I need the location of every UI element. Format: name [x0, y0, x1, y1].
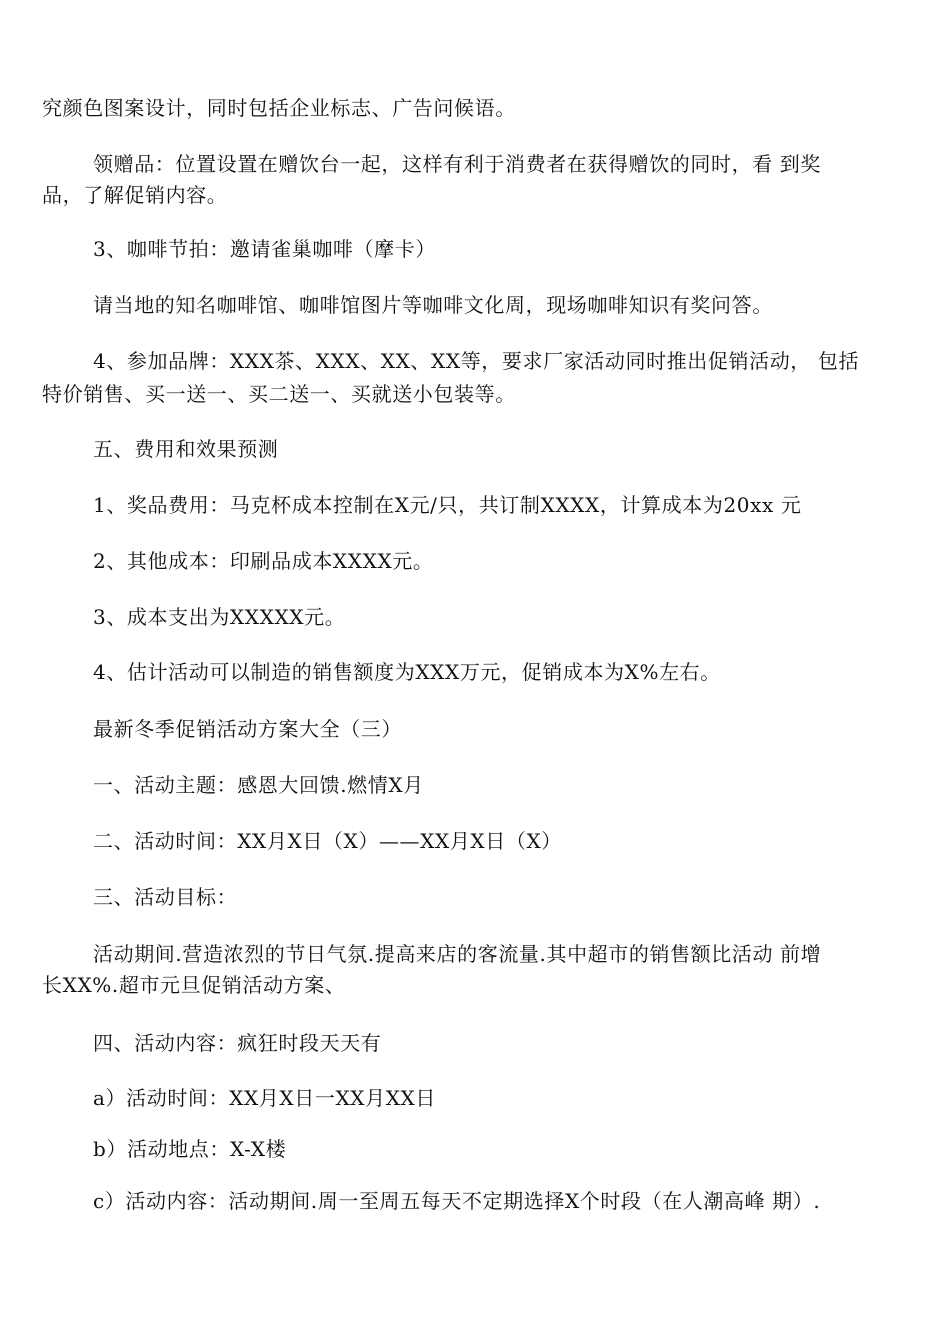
- section-title: 最新冬季促销活动方案大全（三）: [93, 717, 402, 741]
- text-line-item-c: c）活动内容：活动期间.周一至周五每天不定期选择X个时段（在人潮高峰 期）.: [93, 1189, 821, 1213]
- text-line: 品，了解促销内容。: [42, 183, 228, 207]
- text-line-item-a: a）活动时间：XX月X日一XX月XX日: [93, 1086, 436, 1110]
- text-line: 请当地的知名咖啡馆、咖啡馆图片等咖啡文化周，现场咖啡知识有奖问答。: [93, 293, 773, 317]
- text-line-other-cost: 2、其他成本：印刷品成本XXXX元。: [93, 549, 434, 573]
- text-line-gift-pickup: 领赠品：位置设置在赠饮台一起，这样有利于消费者在获得赠饮的同时，看 到奖: [93, 152, 821, 176]
- text-line-goal-heading: 三、活动目标：: [93, 885, 238, 909]
- text-line-total-cost: 3、成本支出为XXXXX元。: [93, 605, 346, 629]
- text-line: 长XX%.超市元旦促销活动方案、: [42, 973, 346, 997]
- text-line-prize-cost: 1、奖品费用：马克杯成本控制在X元/只，共订制XXXX，计算成本为20xx 元: [93, 493, 802, 517]
- text-line-goal: 活动期间.营造浓烈的节日气氛.提高来店的客流量.其中超市的销售额比活动 前增: [93, 942, 822, 966]
- text-line-time: 二、活动时间：XX月X日（X）——XX月X日（X）: [93, 829, 562, 853]
- text-line-content-heading: 四、活动内容：疯狂时段天天有: [93, 1031, 382, 1055]
- text-line-coffee: 3、咖啡节拍：邀请雀巢咖啡（摩卡）: [93, 237, 436, 261]
- text-line-item-b: b）活动地点：X-X楼: [93, 1137, 287, 1161]
- text-line-theme: 一、活动主题：感恩大回馈.燃情X月: [93, 773, 424, 797]
- text-line: 特价销售、买一送一、买二送一、买就送小包装等。: [42, 382, 516, 406]
- text-line-brands: 4、参加品牌：XXX茶、XXX、XX、XX等，要求厂家活动同时推出促销活动， 包括: [93, 349, 860, 373]
- text-line-estimate: 4、估计活动可以制造的销售额度为XXX万元，促销成本为X%左右。: [93, 660, 721, 684]
- section-heading-costs: 五、费用和效果预测: [93, 437, 279, 461]
- text-line-continuation: 究颜色图案设计，同时包括企业标志、广告问候语。: [42, 96, 516, 120]
